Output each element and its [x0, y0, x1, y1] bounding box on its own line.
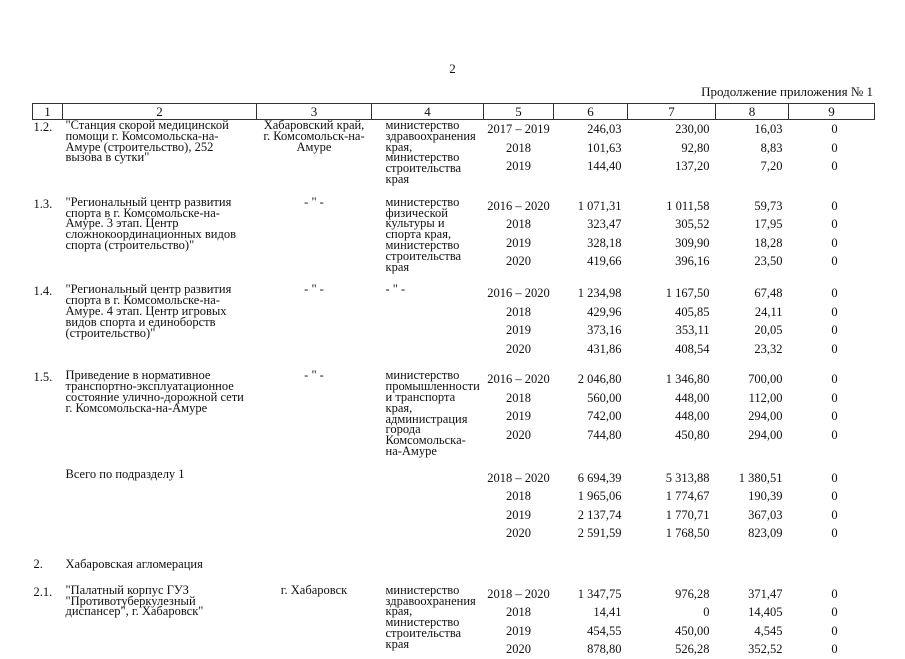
years-value: 2018 — [506, 605, 531, 620]
years-value: 2018 — [506, 140, 531, 155]
table-row — [33, 585, 875, 659]
total-amount-value: 6 694,39 — [577, 470, 622, 485]
spacer-cell — [789, 358, 875, 370]
item-location: г. Хабаровск — [280, 582, 348, 597]
column-7-amount-value: 309,90 — [675, 235, 710, 250]
years-values — [484, 120, 554, 176]
total-amount-values — [554, 120, 628, 176]
item-number: 1.3. — [33, 196, 53, 211]
total-amount-value: 144,40 — [587, 159, 622, 173]
total-amount-value: 2 591,59 — [577, 526, 622, 541]
column-8-amount-value: 823,09 — [748, 526, 783, 541]
column-7-amount-value: 137,20 — [675, 159, 710, 173]
years-value: 2020 — [506, 526, 531, 541]
column-9-amount-values — [789, 370, 875, 444]
column-header: 6 — [554, 104, 628, 120]
total-amount-value: 328,18 — [587, 235, 622, 250]
column-8-amount-values — [716, 370, 789, 444]
column-8-amount-value: 59,73 — [754, 198, 783, 213]
total-amount — [554, 197, 628, 273]
column-7-amount-value: 448,00 — [675, 409, 710, 424]
column-8-amount-value: 8,83 — [760, 140, 783, 155]
item-number: 1.2. — [33, 120, 53, 134]
years-value: 2017 – 2019 — [487, 122, 550, 136]
column-7-amount-values — [628, 370, 716, 444]
column-8-amount — [716, 284, 789, 358]
column-9-amount-value: 0 — [831, 507, 838, 522]
spacer-cell — [628, 543, 716, 555]
column-9-amount-value: 0 — [831, 198, 838, 213]
spacer-cell — [628, 272, 716, 284]
column-7-amount-value: 5 313,88 — [665, 470, 710, 485]
years-value: 2019 — [506, 623, 531, 638]
total-amount-value: 1 071,31 — [577, 198, 622, 213]
column-8-amount — [716, 120, 789, 185]
column-header: 7 — [628, 104, 716, 120]
spacer-cell — [372, 543, 484, 555]
column-header: 5 — [484, 104, 554, 120]
total-amount — [554, 585, 628, 659]
column-7-amount-value: 405,85 — [675, 304, 710, 319]
column-9-amount-value: 0 — [831, 341, 838, 356]
years-value: 2019 — [506, 235, 531, 250]
column-7-amount-values — [628, 585, 716, 659]
spacer-cell — [63, 543, 257, 555]
column-header: 4 — [372, 104, 484, 120]
column-8-amount-value: 16,03 — [754, 122, 783, 136]
spacer-cell — [716, 457, 789, 469]
row-spacer — [33, 543, 875, 555]
column-9-amount-value: 0 — [831, 470, 838, 485]
column-8-amount-value: 294,00 — [748, 409, 783, 424]
table-row — [33, 197, 875, 273]
column-7-amount-value: 1 768,50 — [665, 526, 710, 541]
spacer-cell — [554, 573, 628, 585]
item-name: "Палатный корпус ГУЗ "Противотуберкулезный диспансер", г. Хабаровск" — [65, 582, 204, 619]
years-value: 2018 — [506, 304, 531, 319]
item-name: "Региональный центр развития спорта в г. Комсомольске-на-Амуре. 4 этап. Центр игровых видов спорта и единоборств (строительство)" — [65, 282, 232, 340]
total-amount-value: 429,96 — [587, 304, 622, 319]
item-name: "Станция скорой медицинской помощи г. Комсомольска-на-Амуре (строительство), 252 вызова в сутки" — [65, 118, 229, 165]
total-amount-values — [554, 370, 628, 444]
spacer-cell — [716, 543, 789, 555]
total-amount-value: 742,00 — [587, 409, 622, 424]
column-7-amount — [628, 469, 716, 543]
column-9-amount-value: 0 — [831, 159, 838, 173]
spacer-cell — [554, 543, 628, 555]
spacer-cell — [33, 457, 63, 469]
column-9-amount-value: 0 — [831, 122, 838, 136]
spacer-cell — [789, 543, 875, 555]
spacer-cell — [628, 573, 716, 585]
spacer-cell — [789, 457, 875, 469]
total-amount — [554, 120, 628, 185]
column-8-amount — [716, 197, 789, 273]
column-8-amount-value: 700,00 — [748, 372, 783, 387]
section-number: 2. — [33, 556, 43, 571]
spacer-cell — [372, 457, 484, 469]
column-9-amount-value: 0 — [831, 526, 838, 541]
total-amount-value: 419,66 — [587, 254, 622, 269]
spacer-cell — [484, 185, 554, 197]
years-value: 2020 — [506, 427, 531, 442]
column-9-amount — [789, 585, 875, 659]
years-value: 2016 – 2020 — [487, 286, 550, 301]
column-8-amount — [716, 585, 789, 659]
column-9-amount-values — [789, 120, 875, 176]
spacer-cell — [484, 358, 554, 370]
spacer-cell — [33, 358, 63, 370]
column-8-amount-value: 67,48 — [754, 286, 783, 301]
spacer-cell — [257, 543, 372, 555]
column-8-amount-value: 20,05 — [754, 323, 783, 338]
years-value: 2016 – 2020 — [487, 372, 550, 387]
item-number — [33, 469, 63, 543]
column-7-amount-value: 1 167,50 — [665, 286, 710, 301]
table-row — [33, 370, 875, 456]
column-8-amount-value: 24,11 — [754, 304, 783, 319]
column-9-amount-value: 0 — [831, 623, 838, 638]
column-9-amount — [789, 370, 875, 456]
years-values — [484, 585, 554, 659]
spacer-cell — [554, 272, 628, 284]
total-amount-value: 1 234,98 — [577, 286, 622, 301]
spacer-cell — [789, 185, 875, 197]
column-7-amount-value: 526,28 — [675, 642, 710, 657]
column-8-amount-values — [716, 120, 789, 176]
years-value: 2019 — [506, 507, 531, 522]
total-amount-values — [554, 469, 628, 543]
column-header: 2 — [63, 104, 257, 120]
total-amount-value: 1 347,75 — [577, 586, 622, 601]
column-header: 1 — [33, 104, 63, 120]
table-body — [33, 120, 875, 659]
item-location: - " - — [304, 282, 324, 297]
column-9-amount-values — [789, 585, 875, 659]
column-9-amount-value: 0 — [831, 586, 838, 601]
column-8-amount — [716, 370, 789, 456]
column-9-amount — [789, 120, 875, 185]
column-header: 3 — [257, 104, 372, 120]
column-7-amount-value: 230,00 — [675, 122, 710, 136]
spacer-cell — [716, 358, 789, 370]
spacer-cell — [484, 272, 554, 284]
years-value: 2020 — [506, 341, 531, 356]
spacer-cell — [554, 358, 628, 370]
total-amount-value: 14,41 — [593, 605, 622, 620]
years-value: 2019 — [506, 159, 531, 173]
spacer-cell — [789, 272, 875, 284]
spacer-cell — [554, 457, 628, 469]
years — [484, 585, 554, 659]
spacer-cell — [716, 573, 789, 585]
total-amount-value: 1 965,06 — [577, 489, 622, 504]
column-8-amount-values — [716, 469, 789, 543]
item-name: Приведение в нормативное транспортно-эксплуатационное состояние улично-дорожной сети г. Комсомольска-на-Амуре — [65, 368, 244, 415]
column-9-amount — [789, 197, 875, 273]
appendix-table — [32, 103, 875, 659]
spacer-cell — [484, 543, 554, 555]
column-8-amount-values — [716, 284, 789, 358]
years-value: 2020 — [506, 254, 531, 269]
column-7-amount — [628, 585, 716, 659]
total-amount — [554, 469, 628, 543]
item-location — [257, 469, 372, 543]
total-amount-value: 878,80 — [587, 642, 622, 657]
column-9-amount-value: 0 — [831, 140, 838, 155]
column-7-amount-values — [628, 120, 716, 176]
section-heading-row — [33, 555, 875, 573]
column-header: 8 — [716, 104, 789, 120]
column-9-amount-values — [789, 197, 875, 271]
column-9-amount — [789, 469, 875, 543]
item-executor: министерство здравоохранения края, министерство строительства края — [385, 582, 476, 651]
total-amount-value: 101,63 — [587, 140, 622, 155]
item-location: Хабаровский край, г. Комсомольск-на-Амуре — [263, 118, 365, 154]
column-7-amount-value: 450,00 — [675, 623, 710, 638]
column-7-amount-value: 353,11 — [675, 323, 710, 338]
years-value: 2018 – 2020 — [487, 586, 550, 601]
years-value: 2016 – 2020 — [487, 198, 550, 213]
column-9-amount-value: 0 — [831, 323, 838, 338]
total-amount-value: 2 137,74 — [577, 507, 622, 522]
table-row — [33, 284, 875, 358]
spacer-cell — [484, 573, 554, 585]
spacer-cell — [33, 573, 63, 585]
column-7-amount-value: 1 774,67 — [665, 489, 710, 504]
spacer-cell — [257, 457, 372, 469]
column-9-amount-value: 0 — [831, 372, 838, 387]
column-7-amount-value: 396,16 — [675, 254, 710, 269]
item-location: - " - — [304, 368, 324, 383]
total-amount-value: 560,00 — [587, 390, 622, 405]
spacer-cell — [33, 185, 63, 197]
item-executor: министерство физической культуры и спорта края, министерство строительства края — [385, 194, 462, 274]
column-7-amount — [628, 370, 716, 456]
page-number: 2 — [449, 61, 456, 76]
spacer-cell — [33, 543, 63, 555]
table-row — [33, 469, 875, 543]
column-7-amount-values — [628, 469, 716, 543]
spacer-cell — [716, 185, 789, 197]
column-9-amount-value: 0 — [831, 304, 838, 319]
years-values — [484, 469, 554, 543]
column-9-amount-value: 0 — [831, 217, 838, 232]
column-8-amount-value: 23,50 — [754, 254, 783, 269]
years-value: 2020 — [506, 642, 531, 657]
years — [484, 197, 554, 273]
column-7-amount-value: 1 770,71 — [665, 507, 710, 522]
total-amount-value: 431,86 — [587, 341, 622, 356]
total-amount-value: 246,03 — [587, 122, 622, 136]
total-amount-values — [554, 585, 628, 659]
total-amount — [554, 370, 628, 456]
item-number: 1.4. — [33, 284, 53, 299]
years-value: 2018 — [506, 390, 531, 405]
column-8-amount-value: 18,28 — [754, 235, 783, 250]
total-amount-value: 744,80 — [587, 427, 622, 442]
years — [484, 284, 554, 358]
column-7-amount — [628, 120, 716, 185]
item-name: Всего по подразделу 1 — [65, 466, 185, 481]
years-value: 2019 — [506, 409, 531, 424]
column-8-amount-values — [716, 197, 789, 271]
spacer-cell — [484, 457, 554, 469]
column-7-amount — [628, 284, 716, 358]
column-9-amount-values — [789, 284, 875, 358]
total-amount-value: 454,55 — [587, 623, 622, 638]
column-9-amount-value: 0 — [831, 642, 838, 657]
column-8-amount-value: 1 380,51 — [738, 470, 783, 485]
total-amount-values — [554, 197, 628, 271]
item-executor — [372, 469, 484, 543]
spacer-cell — [554, 185, 628, 197]
years — [484, 370, 554, 456]
column-8-amount-value: 371,47 — [748, 586, 783, 601]
item-executor: министерство промышленности и транспорта края, администрация города Комсомольска-на-Амуре — [385, 368, 480, 458]
years-value: 2018 — [506, 489, 531, 504]
continuation-label: Продолжение приложения № 1 — [701, 84, 873, 99]
column-8-amount-value: 190,39 — [748, 489, 783, 504]
spacer-cell — [628, 358, 716, 370]
table-row — [33, 120, 875, 185]
column-7-amount-value: 1 011,58 — [666, 198, 710, 213]
total-amount — [554, 284, 628, 358]
column-9-amount-value: 0 — [831, 489, 838, 504]
column-8-amount-value: 17,95 — [754, 217, 783, 232]
spacer-cell — [628, 185, 716, 197]
column-7-amount-value: 1 346,80 — [665, 372, 710, 387]
column-8-amount — [716, 469, 789, 543]
column-7-amount-value: 408,54 — [675, 341, 710, 356]
column-8-amount-value: 4,545 — [754, 623, 783, 638]
total-amount-values — [554, 284, 628, 358]
years-value: 2019 — [506, 323, 531, 338]
column-9-amount-value: 0 — [831, 286, 838, 301]
column-9-amount-value: 0 — [831, 605, 838, 620]
years — [484, 120, 554, 185]
column-7-amount-value: 0 — [703, 605, 710, 620]
total-amount-value: 373,16 — [587, 323, 622, 338]
item-executor: министерство здравоохранения края, министерство строительства края — [385, 118, 476, 186]
item-location: - " - — [304, 194, 324, 209]
column-8-amount-value: 294,00 — [748, 427, 783, 442]
column-7-amount-value: 92,80 — [681, 140, 710, 155]
column-8-amount-value: 112,00 — [748, 390, 783, 405]
column-7-amount-value: 448,00 — [675, 390, 710, 405]
years-values — [484, 197, 554, 271]
section-title: Хабаровская агломерация — [65, 556, 203, 571]
column-7-amount-value: 450,80 — [675, 427, 710, 442]
item-executor: - " - — [385, 282, 406, 297]
column-7-amount-values — [628, 284, 716, 358]
item-number: 2.1. — [33, 584, 53, 599]
column-7-amount-value: 305,52 — [675, 217, 710, 232]
column-9-amount-value: 0 — [831, 409, 838, 424]
column-8-amount-value: 367,03 — [748, 507, 783, 522]
column-8-amount-value: 352,52 — [748, 642, 783, 657]
column-9-amount — [789, 284, 875, 358]
years — [484, 469, 554, 543]
years-value: 2018 — [506, 217, 531, 232]
column-9-amount-value: 0 — [831, 235, 838, 250]
spacer-cell — [716, 272, 789, 284]
column-9-amount-value: 0 — [831, 390, 838, 405]
column-8-amount-value: 23,32 — [754, 341, 783, 356]
total-amount-value: 323,47 — [587, 217, 622, 232]
column-8-amount-values — [716, 585, 789, 659]
total-amount-value: 2 046,80 — [577, 372, 622, 387]
spacer-cell — [789, 573, 875, 585]
years-values — [484, 284, 554, 358]
column-8-amount-value: 14,405 — [748, 605, 783, 620]
item-name: "Региональный центр развития спорта в г. Комсомольске-на-Амуре. 3 этап. Центр сложнокоординационных видов спорта (строительство)" — [65, 194, 236, 252]
column-header: 9 — [789, 104, 875, 120]
column-7-amount-values — [628, 197, 716, 271]
item-number: 1.5. — [33, 370, 53, 385]
years-value: 2018 – 2020 — [487, 470, 550, 485]
column-8-amount-value: 7,20 — [760, 159, 783, 173]
column-7-amount — [628, 197, 716, 273]
spacer-cell — [33, 272, 63, 284]
column-9-amount-values — [789, 469, 875, 543]
years-values — [484, 370, 554, 444]
column-9-amount-value: 0 — [831, 254, 838, 269]
column-7-amount-value: 976,28 — [675, 586, 710, 601]
column-9-amount-value: 0 — [831, 427, 838, 442]
spacer-cell — [628, 457, 716, 469]
